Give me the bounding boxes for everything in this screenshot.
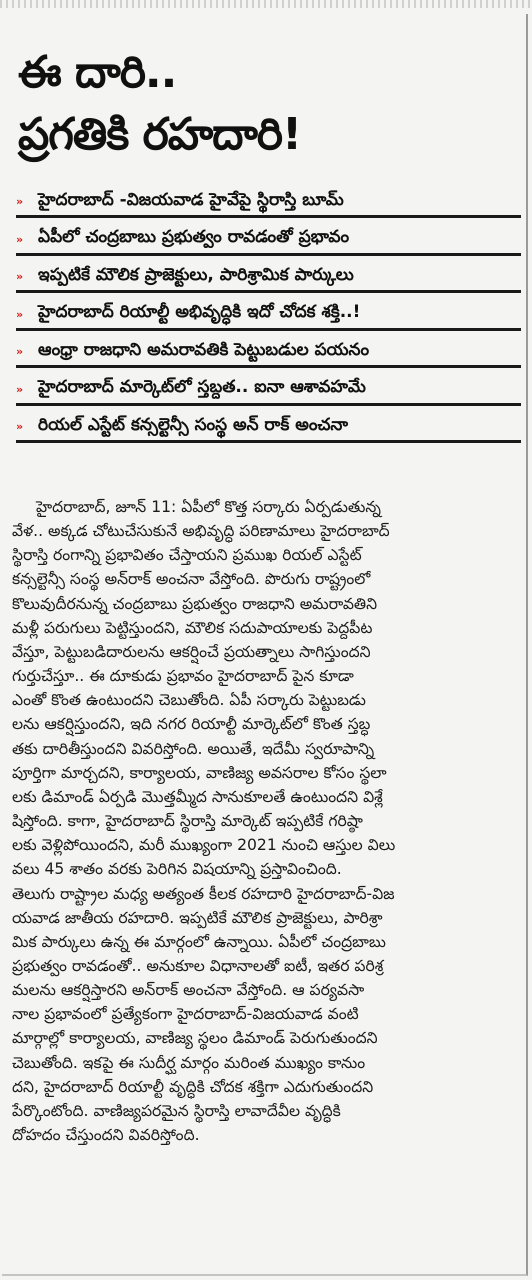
body-line: కన్సల్టెన్సీ సంస్థ అన్‌రాక్ అంచనా వేస్తోంది. పొరుగు రాష్ట్రంలో: [12, 570, 371, 589]
body-line: హైదరాబాద్, జూన్ 11: ఏపీలో కొత్త సర్కారు ఏర్పడుతున్న: [36, 498, 381, 516]
red-arrow-icon: »: [16, 195, 22, 208]
body-line: తకు దారితీస్తుందని వివరిస్తోంది. అయితే, ఇదేమీ స్వరూపాన్ని: [12, 739, 375, 758]
highlight-text: రియల్ ఎస్టేట్ కన్సల్టెన్సీ సంస్థ అన్ రాక్ అంచనా: [38, 414, 349, 435]
body-line: లను ఆకర్షిస్తుందని, ఇది నగర రియాల్టీ మార్కెట్‌లో కొంత స్తబ్ధ: [12, 715, 371, 734]
body-line: యవాడ జాతీయ రహదారి. ఇప్పటికే మౌలిక ప్రాజెక్టులు, పారిశ్రా: [12, 908, 383, 927]
body-line: మలను ఆకర్షిస్తారని అన్‌రాక్ అంచనా వేస్తోంది. ఆ పర్యవసా: [12, 981, 365, 1000]
body-line: దని, హైదరాబాద్ రియాల్టీ వృద్ధికి చోదక శక్తిగా ఎదుగుతుందని: [12, 1077, 374, 1096]
highlight-item: [16, 376, 521, 406]
body-line: లకు వెళ్లిపోయిందని, మరీ ముఖ్యంగా 2021 నుంచి ఆస్తుల విలు: [12, 836, 396, 855]
highlight-item: [16, 338, 521, 368]
highlight-text: హైదరాబాద్ రియాల్టీ అభివృద్ధికి ఇదో చోదక శక్తి..!: [38, 302, 361, 322]
body-line: మార్గాల్లో కార్యాలయ, వాణిజ్య స్థలం డిమాండ్ పెరుగుతుందని: [12, 1029, 378, 1048]
headline-line-1: ఈ దారి..: [18, 47, 177, 98]
headline-line-2: ప్రగతికి రహదారి!: [18, 109, 302, 160]
body-line: వలు 45 శాతం వరకు పెరిగిన విషయాన్ని ప్రస్తావించింది.: [12, 860, 342, 879]
highlight-text: ఏపీలో చంద్రబాబు ప్రభుత్వం రావడంతో ప్రభావం: [38, 227, 350, 247]
red-arrow-icon: »: [16, 307, 22, 321]
body-line: షిస్తోంది. కాగా, హైదరాబాద్ స్థిరాస్తి మార్కెట్ ఇప్పటికే గరిష్ఠా: [12, 812, 363, 831]
highlight-text: హైదరాబాద్ మార్కెట్‌లో స్తబ్దత.. ఐనా ఆశావహమే: [38, 377, 366, 397]
highlight-item: [16, 301, 521, 331]
body-line: స్థిరాస్తి రంగాన్ని ప్రభావితం చేస్తాయని ప్రముఖ రియల్ ఎస్టేట్: [12, 546, 362, 565]
highlight-text: హైదరాబాద్ -విజయవాడ హైవేపై స్థిరాస్తి బూమ్: [38, 189, 344, 210]
body-line: దోహదం చేస్తుందని వివరిస్తోంది.: [12, 1126, 200, 1145]
highlight-item: [16, 263, 521, 293]
body-line: గుర్తుచేస్తూ.. ఈ దూకుడు ప్రభావం హైదరాబాద్ పైన కూడా: [12, 667, 354, 686]
body-line: ఎంతో కొంత ఉంటుందని చెబుతోంది. ఏపీ సర్కారు పెట్టుబడు: [12, 691, 366, 710]
body-line: లకు డిమాండ్ ఏర్పడి మొత్తమ్మీద సానుకూలతే ఉంటుందని విశ్లే: [12, 787, 383, 806]
highlight-item: [16, 413, 521, 443]
body-line: పేర్కొంటోంది. వాణిజ్యపరమైన స్థిరాస్తి లావాదేవీల వృద్ధికి: [12, 1101, 341, 1120]
red-arrow-icon: »: [16, 345, 22, 358]
top-dotted-rule: [0, 0, 532, 8]
red-arrow-icon: »: [16, 382, 22, 396]
highlights-list: [16, 188, 521, 451]
highlight-text: ఆంధ్రా రాజధాని అమరావతికి పెట్టుబడుల పయనం: [38, 339, 370, 360]
body-line: వేస్తూ, పెట్టుబడిదారులను ఆకర్షించే ప్రయత్నాలు సాగిస్తుందని: [12, 642, 371, 661]
article-headline: [18, 42, 518, 166]
body-line: వేళ.. అక్కడ చోటుచేసుకునే అభివృద్ధి పరిణామాలు హైదరాబాద్: [12, 522, 390, 541]
body-line: పూర్తిగా మార్చదని, కార్యాలయ, వాణిజ్య అవసరాల కోసం స్థలా: [12, 763, 387, 782]
body-line: మిక పార్కులు ఉన్న ఈ మార్గంలో ఉన్నాయి. ఏపీలో చంద్రబాబు: [12, 932, 386, 951]
red-arrow-icon: »: [16, 420, 22, 433]
article-body: [12, 495, 520, 1147]
body-line: మళ్లీ పరుగులు పెట్టిస్తుందని, మౌలిక సదుపాయాలకు పెద్దపీట: [12, 618, 373, 637]
highlight-item: [16, 188, 521, 218]
highlight-item: [16, 226, 521, 256]
red-arrow-icon: »: [16, 270, 22, 283]
body-line: తెలుగు రాష్ట్రాల మధ్య అత్యంత కీలక రహదారి హైదరాబాద్-విజ: [12, 884, 395, 903]
highlight-text: ఇప్పటికే మౌలిక ప్రాజెక్టులు, పారిశ్రామిక పార్కులు: [38, 264, 354, 285]
body-line: చెబుతోంది. ఇకపై ఈ సుదీర్ఘ మార్గం మరింత ముఖ్యం కానుం: [12, 1053, 366, 1072]
body-line: ప్రభుత్వం రావడంతో.. అనుకూల విధానాలతో ఐటీ, ఇతర పరిశ్ర: [12, 956, 384, 975]
body-line: కొలువుదీరనున్న చంద్రబాబు ప్రభుత్వం రాజధాని అమరావతిని: [12, 594, 378, 613]
red-arrow-icon: »: [16, 232, 22, 246]
body-line: నాల ప్రభావంలో ప్రత్యేకంగా హైదరాబాద్-విజయవాడ వంటి: [12, 1005, 359, 1024]
